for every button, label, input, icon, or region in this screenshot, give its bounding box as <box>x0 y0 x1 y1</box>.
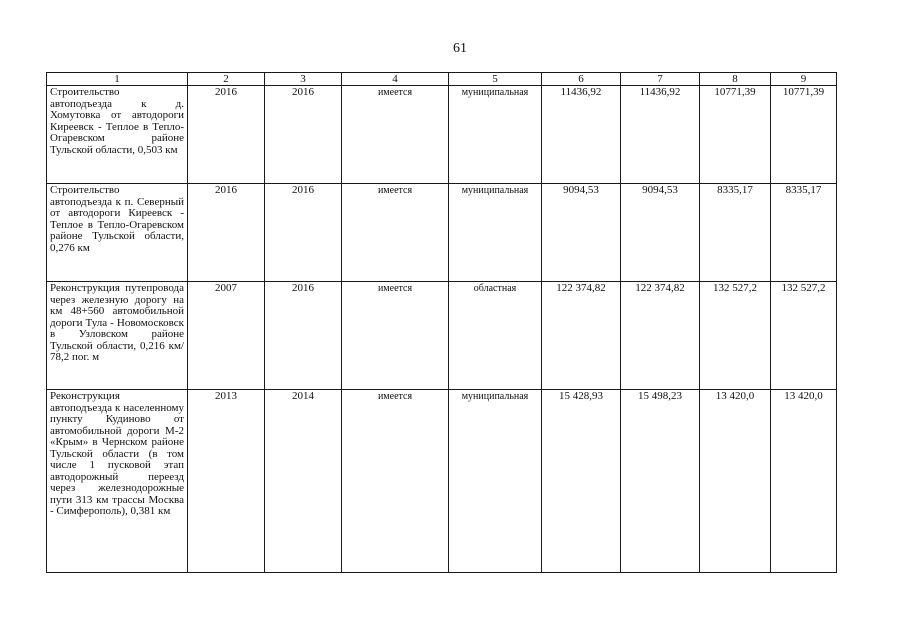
end-year: 2016 <box>265 184 342 282</box>
value-cell: 13 420,0 <box>771 390 837 573</box>
value-cell: 132 527,2 <box>700 282 771 390</box>
column-header: 9 <box>771 73 837 86</box>
value-cell: 9094,53 <box>621 184 700 282</box>
status-cell: имеется <box>342 184 449 282</box>
ownership-cell: муниципальная <box>449 184 542 282</box>
table-row <box>47 86 837 184</box>
column-header: 1 <box>47 73 188 86</box>
value-cell: 13 420,0 <box>700 390 771 573</box>
end-year: 2014 <box>265 390 342 573</box>
project-description: Строительство автоподъезда к п. Северный от автодороги Киреевск - Теплое в Тепло-Огаревском районе Тульской области, 0,276 км <box>47 184 188 282</box>
value-cell: 132 527,2 <box>771 282 837 390</box>
project-description: Реконструкция автоподъезда к населенному пункту Кудиново от автомобильной дороги М-2 «Крым» в Чернском районе Тульской области (в том числе 1 пусковой этап автодорожный переезд через железнодорожные пути 313 км трассы Москва - Симферополь), 0,381 км <box>47 390 188 573</box>
start-year: 2013 <box>188 390 265 573</box>
status-cell: имеется <box>342 86 449 184</box>
start-year: 2007 <box>188 282 265 390</box>
value-cell: 11436,92 <box>542 86 621 184</box>
end-year: 2016 <box>265 86 342 184</box>
value-cell: 9094,53 <box>542 184 621 282</box>
column-header: 7 <box>621 73 700 86</box>
value-cell: 15 428,93 <box>542 390 621 573</box>
column-header: 4 <box>342 73 449 86</box>
end-year: 2016 <box>265 282 342 390</box>
start-year: 2016 <box>188 184 265 282</box>
column-header: 2 <box>188 73 265 86</box>
status-cell: имеется <box>342 282 449 390</box>
value-cell: 11436,92 <box>621 86 700 184</box>
value-cell: 8335,17 <box>700 184 771 282</box>
value-cell: 15 498,23 <box>621 390 700 573</box>
value-cell: 122 374,82 <box>621 282 700 390</box>
ownership-cell: муниципальная <box>449 390 542 573</box>
column-header: 8 <box>700 73 771 86</box>
column-header: 5 <box>449 73 542 86</box>
table-row <box>47 282 837 390</box>
page-number: 61 <box>453 41 467 56</box>
project-description: Строительство автоподъезда к д. Хомутовка от автодороги Киреевск - Теплое в Тепло-Огаревском районе Тульской области, 0,503 км <box>47 86 188 184</box>
value-cell: 8335,17 <box>771 184 837 282</box>
ownership-cell: областная <box>449 282 542 390</box>
value-cell: 10771,39 <box>771 86 837 184</box>
status-cell: имеется <box>342 390 449 573</box>
table-row <box>47 390 837 573</box>
ownership-cell: муниципальная <box>449 86 542 184</box>
project-description: Реконструкция путепровода через железную дорогу на км 48+560 автомобильной дороги Тула - Новомосковск в Узловском районе Тульской области, 0,216 км/ 78,2 пог. м <box>47 282 188 390</box>
value-cell: 10771,39 <box>700 86 771 184</box>
data-table <box>46 72 837 573</box>
start-year: 2016 <box>188 86 265 184</box>
table-row <box>47 184 837 282</box>
column-header: 6 <box>542 73 621 86</box>
table-header-row <box>47 73 837 86</box>
column-header: 3 <box>265 73 342 86</box>
value-cell: 122 374,82 <box>542 282 621 390</box>
